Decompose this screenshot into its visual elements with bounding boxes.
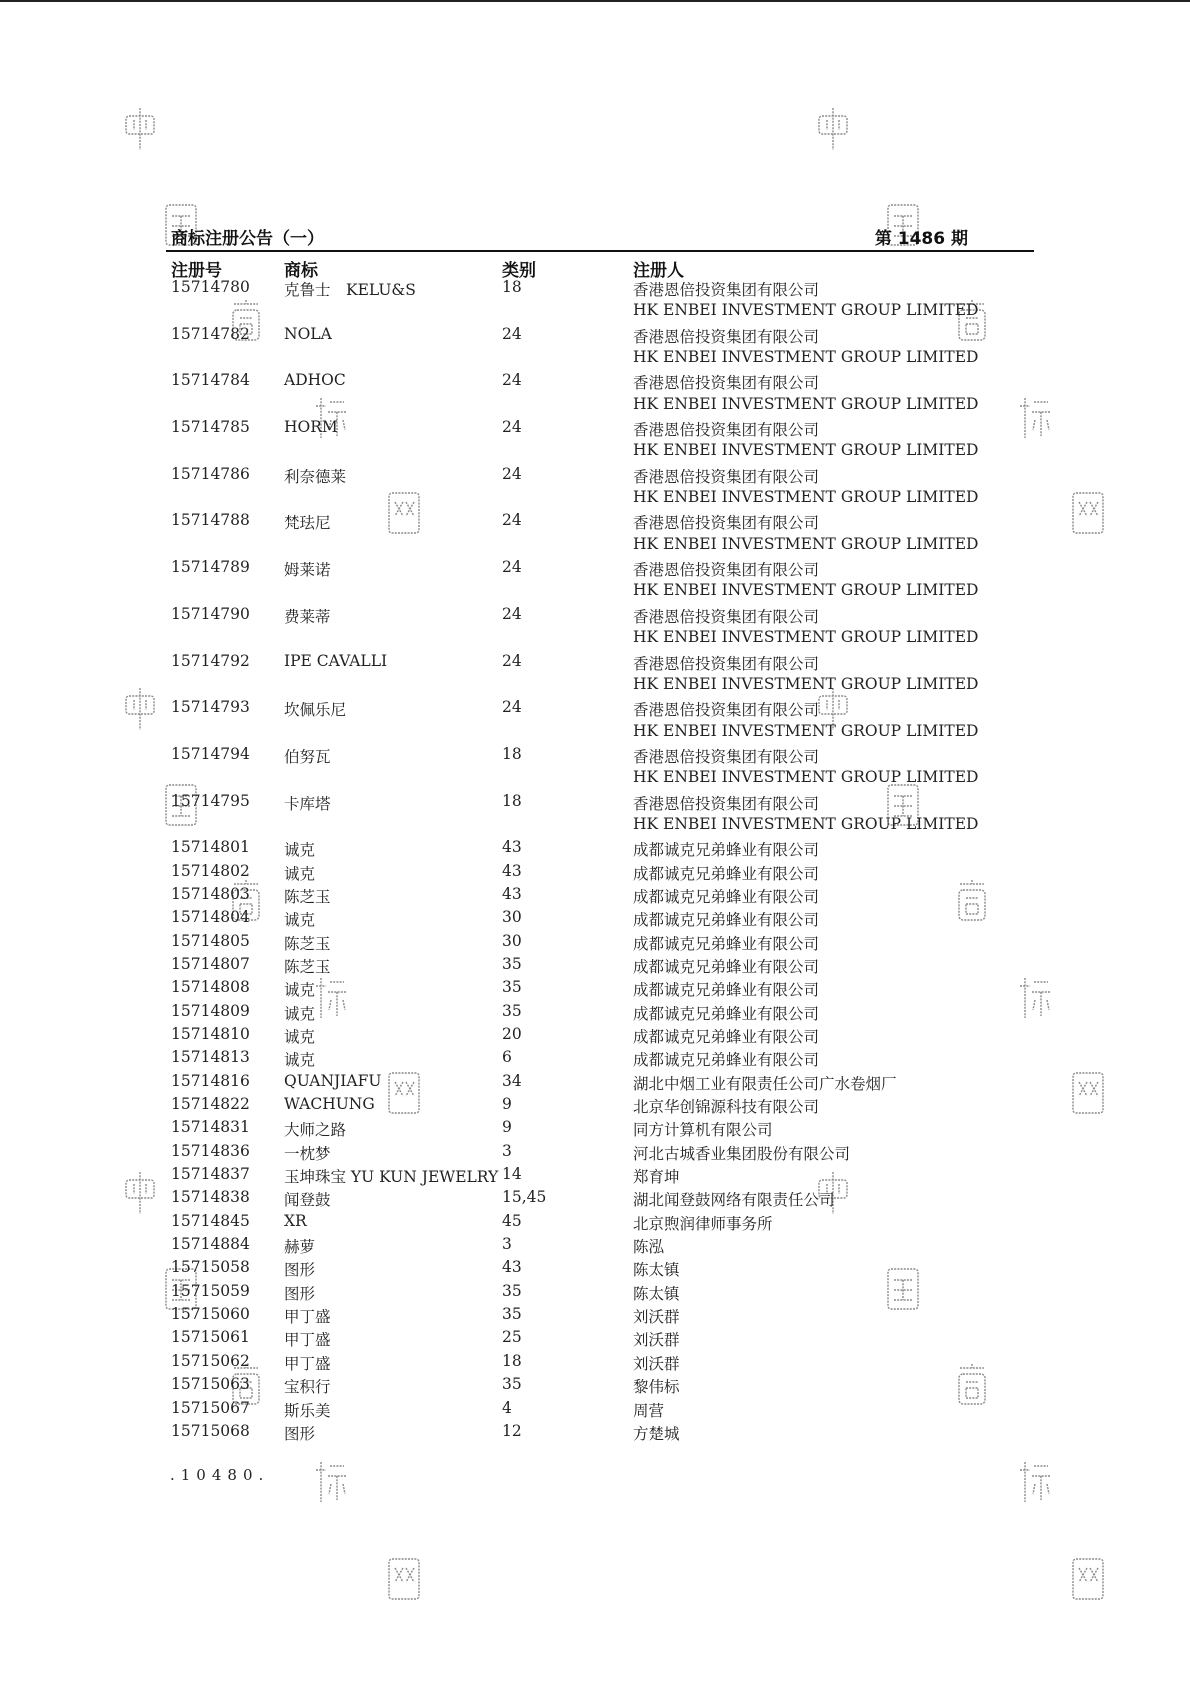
registrant-name: 河北古城香业集团股份有限公司 [633, 1144, 851, 1163]
mark-text: 费莱蒂 [284, 607, 331, 626]
class-value: 24 [502, 464, 522, 483]
registrant-name: 香港恩倍投资集团有限公司 [633, 421, 820, 440]
table-row-continuation [0, 488, 1190, 511]
registrant-name: 同方计算机有限公司 [633, 1121, 773, 1140]
watermark-glyph-icon [815, 106, 851, 152]
table-row-continuation [0, 628, 1190, 651]
top-border [0, 0, 1190, 2]
table-row [0, 511, 1190, 534]
table-row [0, 1142, 1190, 1165]
reg-number: 15714794 [171, 744, 250, 763]
registrant-name: 香港恩倍投资集团有限公司 [633, 374, 820, 393]
reg-number: 15715060 [171, 1305, 250, 1324]
mark-text: WACHUNG [284, 1095, 375, 1114]
mark-text: 诚克 [284, 911, 316, 930]
class-value: 34 [502, 1071, 522, 1090]
registrant-name: 北京华创锦源科技有限公司 [633, 1098, 820, 1117]
class-value: 35 [502, 954, 522, 973]
watermark-glyph-icon [312, 1458, 348, 1504]
registrant-name-en: HK ENBEI INVESTMENT GROUP LIMITED [633, 721, 979, 740]
table-row [0, 1399, 1190, 1422]
mark-text: 诚克 [284, 864, 316, 883]
class-value: 24 [502, 604, 522, 623]
watermark-glyph-icon [122, 106, 158, 152]
class-value: 35 [502, 1001, 522, 1020]
registrant-name: 成都诚克兄弟蜂业有限公司 [633, 981, 820, 1000]
reg-number: 15714789 [171, 558, 250, 577]
reg-number: 15714805 [171, 931, 250, 950]
mark-text: 梵珐尼 [284, 514, 331, 533]
class-value: 25 [502, 1328, 522, 1347]
table-row [0, 605, 1190, 628]
class-value: 20 [502, 1025, 522, 1043]
table-row [0, 1025, 1190, 1048]
mark-text: 卡库塔 [284, 794, 331, 813]
table-row [0, 465, 1190, 488]
reg-number: 15714816 [171, 1071, 250, 1090]
class-value: 24 [502, 418, 522, 437]
registrant-name: 香港恩倍投资集团有限公司 [633, 701, 820, 720]
registrant-name: 成都诚克兄弟蜂业有限公司 [633, 934, 820, 953]
class-value: 18 [502, 278, 522, 296]
reg-number: 15714804 [171, 908, 250, 927]
mark-text: 一枕梦 [284, 1144, 331, 1163]
reg-number: 15714780 [171, 278, 250, 296]
page-number: .10480. [170, 1466, 270, 1484]
table-row [0, 792, 1190, 815]
table-row-continuation [0, 815, 1190, 838]
class-value: 3 [502, 1141, 512, 1160]
mark-text: 图形 [284, 1424, 316, 1443]
registrant-name: 成都诚克兄弟蜂业有限公司 [633, 841, 820, 860]
reg-number: 15714803 [171, 884, 250, 903]
mark-text: 诚克 [284, 841, 316, 860]
registrant-name-en: HK ENBEI INVESTMENT GROUP LIMITED [633, 348, 979, 367]
registrant-name: 香港恩倍投资集团有限公司 [633, 467, 820, 486]
mark-text: 图形 [284, 1261, 316, 1280]
table-row [0, 1165, 1190, 1188]
class-value: 12 [502, 1421, 522, 1440]
class-value: 24 [502, 558, 522, 577]
class-value: 30 [502, 908, 522, 927]
class-value: 6 [502, 1048, 512, 1067]
registrant-name: 刘沃群 [633, 1331, 680, 1350]
reg-number: 15715063 [171, 1375, 250, 1394]
mark-text: IPE CAVALLI [284, 651, 388, 670]
watermark-glyph-icon [1016, 1458, 1052, 1504]
table-row [0, 1375, 1190, 1398]
reg-number: 15714838 [171, 1188, 250, 1207]
registrant-name-en: HK ENBEI INVESTMENT GROUP LIMITED [633, 768, 979, 787]
reg-number: 15714810 [171, 1025, 250, 1043]
registrant-name-en: HK ENBEI INVESTMENT GROUP LIMITED [633, 488, 979, 507]
registrant-name: 北京煦润律师事务所 [633, 1214, 773, 1233]
table-row [0, 1282, 1190, 1305]
column-header-mark: 商标 [284, 261, 318, 281]
table-row [0, 325, 1190, 348]
registrant-name: 成都诚克兄弟蜂业有限公司 [633, 957, 820, 976]
registrant-name: 方楚城 [633, 1424, 680, 1443]
registrant-name-en: HK ENBEI INVESTMENT GROUP LIMITED [633, 814, 979, 833]
reg-number: 15715058 [171, 1258, 250, 1277]
mark-text: XR [284, 1211, 307, 1230]
class-value: 18 [502, 791, 522, 810]
mark-text: 诚克 [284, 1004, 316, 1023]
mark-text: 赫萝 [284, 1238, 316, 1257]
reg-number: 15714793 [171, 698, 250, 717]
table-row [0, 278, 1190, 301]
registrant-name: 成都诚克兄弟蜂业有限公司 [633, 1004, 820, 1023]
class-value: 24 [502, 698, 522, 717]
class-value: 4 [502, 1398, 512, 1417]
mark-text: QUANJIAFU [284, 1071, 382, 1090]
registrant-name: 成都诚克兄弟蜂业有限公司 [633, 1028, 820, 1046]
reg-number: 15714790 [171, 604, 250, 623]
class-value: 43 [502, 1258, 522, 1277]
reg-number: 15715061 [171, 1328, 250, 1347]
reg-number: 15714808 [171, 978, 250, 997]
table-row [0, 652, 1190, 675]
registrant-name: 香港恩倍投资集团有限公司 [633, 607, 820, 626]
table-row-continuation [0, 722, 1190, 745]
reg-number: 15714801 [171, 838, 250, 857]
mark-text: 大师之路 [284, 1121, 347, 1140]
class-value: 9 [502, 1118, 512, 1137]
reg-number: 15714813 [171, 1048, 250, 1067]
table-row [0, 1305, 1190, 1328]
watermark-glyph-icon [1070, 1556, 1106, 1602]
table-row [0, 885, 1190, 908]
mark-text: 诚克 [284, 1028, 316, 1046]
mark-text: 陈芝玉 [284, 934, 331, 953]
table-row [0, 1188, 1190, 1211]
mark-text: 斯乐美 [284, 1401, 331, 1420]
table-row [0, 838, 1190, 861]
table-row [0, 862, 1190, 885]
registrant-name-en: HK ENBEI INVESTMENT GROUP LIMITED [633, 441, 979, 460]
class-value: 9 [502, 1095, 512, 1114]
reg-number: 15715059 [171, 1281, 250, 1300]
class-value: 43 [502, 838, 522, 857]
registrant-name: 郑育坤 [633, 1168, 680, 1187]
table-row [0, 1048, 1190, 1071]
table-row [0, 1072, 1190, 1095]
table-row-continuation [0, 395, 1190, 418]
mark-text: 诚克 [284, 981, 316, 1000]
mark-text: 姆莱诺 [284, 561, 331, 580]
reg-number: 15714802 [171, 861, 250, 880]
table-row-continuation [0, 768, 1190, 791]
registrant-name-en: HK ENBEI INVESTMENT GROUP LIMITED [633, 534, 979, 553]
table-row [0, 1002, 1190, 1025]
mark-text: 坎佩乐尼 [284, 701, 347, 720]
reg-number: 15714837 [171, 1165, 250, 1184]
class-value: 18 [502, 1351, 522, 1370]
class-value: 14 [502, 1165, 522, 1184]
registrant-name: 成都诚克兄弟蜂业有限公司 [633, 1051, 820, 1070]
class-value: 45 [502, 1211, 522, 1230]
reg-number: 15714845 [171, 1211, 250, 1230]
registrant-name: 成都诚克兄弟蜂业有限公司 [633, 911, 820, 930]
table-row-continuation [0, 301, 1190, 324]
class-value: 43 [502, 884, 522, 903]
issue-number: 第 1486 期 [874, 229, 968, 249]
registrant-name: 香港恩倍投资集团有限公司 [633, 327, 820, 346]
mark-text: 图形 [284, 1284, 316, 1303]
registrant-name: 刘沃群 [633, 1354, 680, 1373]
table-row [0, 745, 1190, 768]
reg-number: 15714785 [171, 418, 250, 437]
registrant-name: 陈太镇 [633, 1261, 680, 1280]
class-value: 18 [502, 744, 522, 763]
registrant-name: 香港恩倍投资集团有限公司 [633, 747, 820, 766]
mark-text: 诚克 [284, 1051, 316, 1070]
table-row [0, 558, 1190, 581]
mark-text: 克鲁士 KELU&S [284, 281, 416, 299]
mark-text: 伯努瓦 [284, 747, 331, 766]
registrant-name-en: HK ENBEI INVESTMENT GROUP LIMITED [633, 301, 979, 320]
watermark-glyph-icon [386, 1556, 422, 1602]
mark-text: 宝积行 [284, 1378, 331, 1397]
reg-number: 15714809 [171, 1001, 250, 1020]
table-row [0, 955, 1190, 978]
table-row [0, 418, 1190, 441]
reg-number: 15714807 [171, 954, 250, 973]
table-row-continuation [0, 581, 1190, 604]
registrant-name-en: HK ENBEI INVESTMENT GROUP LIMITED [633, 394, 979, 413]
class-value: 35 [502, 1305, 522, 1324]
table-row [0, 932, 1190, 955]
class-value: 24 [502, 511, 522, 530]
table-row-continuation [0, 348, 1190, 371]
registrant-name: 香港恩倍投资集团有限公司 [633, 281, 820, 299]
reg-number: 15714884 [171, 1235, 250, 1254]
table-row [0, 1422, 1190, 1445]
registrant-name-en: HK ENBEI INVESTMENT GROUP LIMITED [633, 581, 979, 600]
table-row [0, 698, 1190, 721]
registrant-name: 陈太镇 [633, 1284, 680, 1303]
table-row [0, 371, 1190, 394]
column-header-registrant: 注册人 [633, 261, 684, 281]
table-row [0, 1235, 1190, 1258]
mark-text: 甲丁盛 [284, 1308, 331, 1327]
class-value: 35 [502, 1375, 522, 1394]
registrant-name: 香港恩倍投资集团有限公司 [633, 561, 820, 580]
reg-number: 15714792 [171, 651, 250, 670]
mark-text: NOLA [284, 324, 332, 343]
mark-text: 陈芝玉 [284, 887, 331, 906]
reg-number: 15714831 [171, 1118, 250, 1137]
reg-number: 15714836 [171, 1141, 250, 1160]
registrant-name-en: HK ENBEI INVESTMENT GROUP LIMITED [633, 628, 979, 647]
column-header-class: 类别 [502, 261, 536, 281]
table-row-continuation [0, 675, 1190, 698]
reg-number: 15715062 [171, 1351, 250, 1370]
class-value: 24 [502, 324, 522, 343]
registrant-name: 成都诚克兄弟蜂业有限公司 [633, 864, 820, 883]
class-value: 43 [502, 861, 522, 880]
mark-text: 陈芝玉 [284, 957, 331, 976]
class-value: 24 [502, 371, 522, 390]
entries-list [0, 278, 1190, 1445]
mark-text: 闻登鼓 [284, 1191, 331, 1210]
page-title: 商标注册公告（一） [171, 229, 324, 249]
reg-number: 15714786 [171, 464, 250, 483]
reg-number: 15714782 [171, 324, 250, 343]
class-value: 15,45 [502, 1188, 547, 1207]
registrant-name: 黎伟标 [633, 1378, 680, 1397]
registrant-name-en: HK ENBEI INVESTMENT GROUP LIMITED [633, 674, 979, 693]
table-row [0, 908, 1190, 931]
class-value: 35 [502, 1281, 522, 1300]
class-value: 3 [502, 1235, 512, 1254]
table-row [0, 1118, 1190, 1141]
registrant-name: 香港恩倍投资集团有限公司 [633, 794, 820, 813]
table-row [0, 978, 1190, 1001]
table-row-continuation [0, 441, 1190, 464]
reg-number: 15715067 [171, 1398, 250, 1417]
class-value: 30 [502, 931, 522, 950]
reg-number: 15714784 [171, 371, 250, 390]
column-header-reg-no: 注册号 [171, 261, 222, 281]
mark-text: 甲丁盛 [284, 1331, 331, 1350]
class-value: 24 [502, 651, 522, 670]
table-row [0, 1328, 1190, 1351]
reg-number: 15715068 [171, 1421, 250, 1440]
registrant-name: 湖北闻登鼓网络有限责任公司 [633, 1191, 835, 1210]
class-value: 35 [502, 978, 522, 997]
registrant-name: 湖北中烟工业有限责任公司广水卷烟厂 [633, 1074, 897, 1093]
table-row [0, 1095, 1190, 1118]
table-row [0, 1212, 1190, 1235]
table-row [0, 1352, 1190, 1375]
registrant-name: 周营 [633, 1401, 665, 1420]
registrant-name: 成都诚克兄弟蜂业有限公司 [633, 887, 820, 906]
reg-number: 15714795 [171, 791, 250, 810]
header-rule [166, 250, 1034, 252]
registrant-name: 香港恩倍投资集团有限公司 [633, 654, 820, 673]
reg-number: 15714788 [171, 511, 250, 530]
mark-text: ADHOC [284, 371, 346, 390]
mark-text: HORM [284, 418, 338, 437]
reg-number: 15714822 [171, 1095, 250, 1114]
mark-text: 玉坤珠宝 YU KUN JEWELRY [284, 1168, 499, 1187]
table-row-continuation [0, 535, 1190, 558]
table-row [0, 1258, 1190, 1281]
mark-text: 利奈德莱 [284, 467, 347, 486]
mark-text: 甲丁盛 [284, 1354, 331, 1373]
registrant-name: 陈泓 [633, 1238, 665, 1257]
registrant-name: 刘沃群 [633, 1308, 680, 1327]
registrant-name: 香港恩倍投资集团有限公司 [633, 514, 820, 533]
